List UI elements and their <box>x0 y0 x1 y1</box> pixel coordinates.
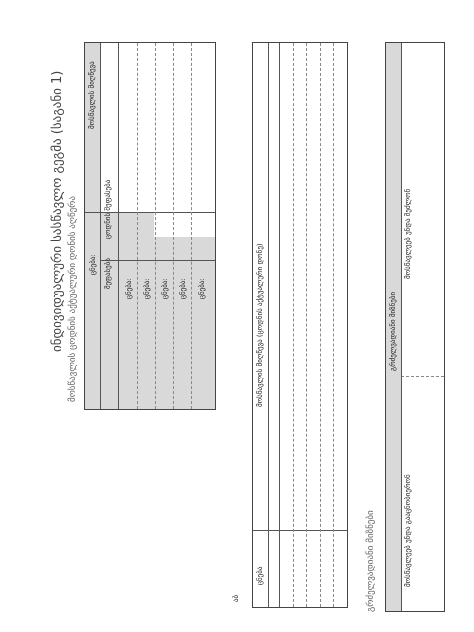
row-divider <box>333 43 334 607</box>
col-divider <box>85 212 215 213</box>
assessment-column-label: შეფასება <box>104 258 112 289</box>
knowledge-assessment-label: ცოდნის შეფასება <box>104 179 112 239</box>
col-divider <box>401 376 444 377</box>
assessment-table <box>84 42 216 410</box>
long-term-goals-table <box>385 42 445 612</box>
long-term-goals-caption: გრძელვადიანი მიზნები <box>366 510 376 612</box>
row-divider <box>173 43 174 409</box>
row-divider <box>100 43 101 409</box>
achievement-column-header: მოსწავლის მიღწევა (ცოდნის აქტუალური დონე) <box>256 243 264 407</box>
row-divider <box>401 43 402 611</box>
label-column-lower <box>154 237 215 409</box>
row-divider <box>279 43 280 607</box>
row-divider <box>137 43 138 409</box>
concept-label-1: ცნება: <box>89 254 97 275</box>
row-divider <box>118 43 119 409</box>
goals-row-understand: მოსწავლეებ უნდა გააცნობიერონ <box>404 474 412 587</box>
goals-header: მოსწავლის მიღწევა <box>88 61 96 129</box>
row-divider <box>293 43 294 607</box>
row-divider <box>268 43 269 607</box>
concept-label-2: ცნება: <box>125 278 133 299</box>
concept-column-header: ცნება <box>256 566 264 585</box>
concept-label-3: ცნება: <box>143 278 151 299</box>
concept-label-6: ცნება: <box>198 278 206 299</box>
row-divider <box>320 43 321 607</box>
row-divider <box>155 43 156 409</box>
page-subtitle: მოსწავლის ცოდნის აქტუალური დონის აღწერა <box>68 196 78 402</box>
table2-side-label: აბ <box>232 594 240 602</box>
concept-label-4: ცნება: <box>161 278 169 299</box>
label-column <box>100 213 154 409</box>
goals-row-able: მოსწავლეებ უნდა შეძლონ <box>404 188 412 279</box>
row-divider <box>306 43 307 607</box>
long-term-goals-header: გრძელვადიანი მიზნები <box>389 291 397 371</box>
concept-label-5: ცნება: <box>179 278 187 299</box>
achievement-table <box>252 42 348 608</box>
page-title: ინდივიდუალური სასწავლო გეგმა (საგანი 1) <box>50 70 65 352</box>
row-divider <box>191 43 192 409</box>
